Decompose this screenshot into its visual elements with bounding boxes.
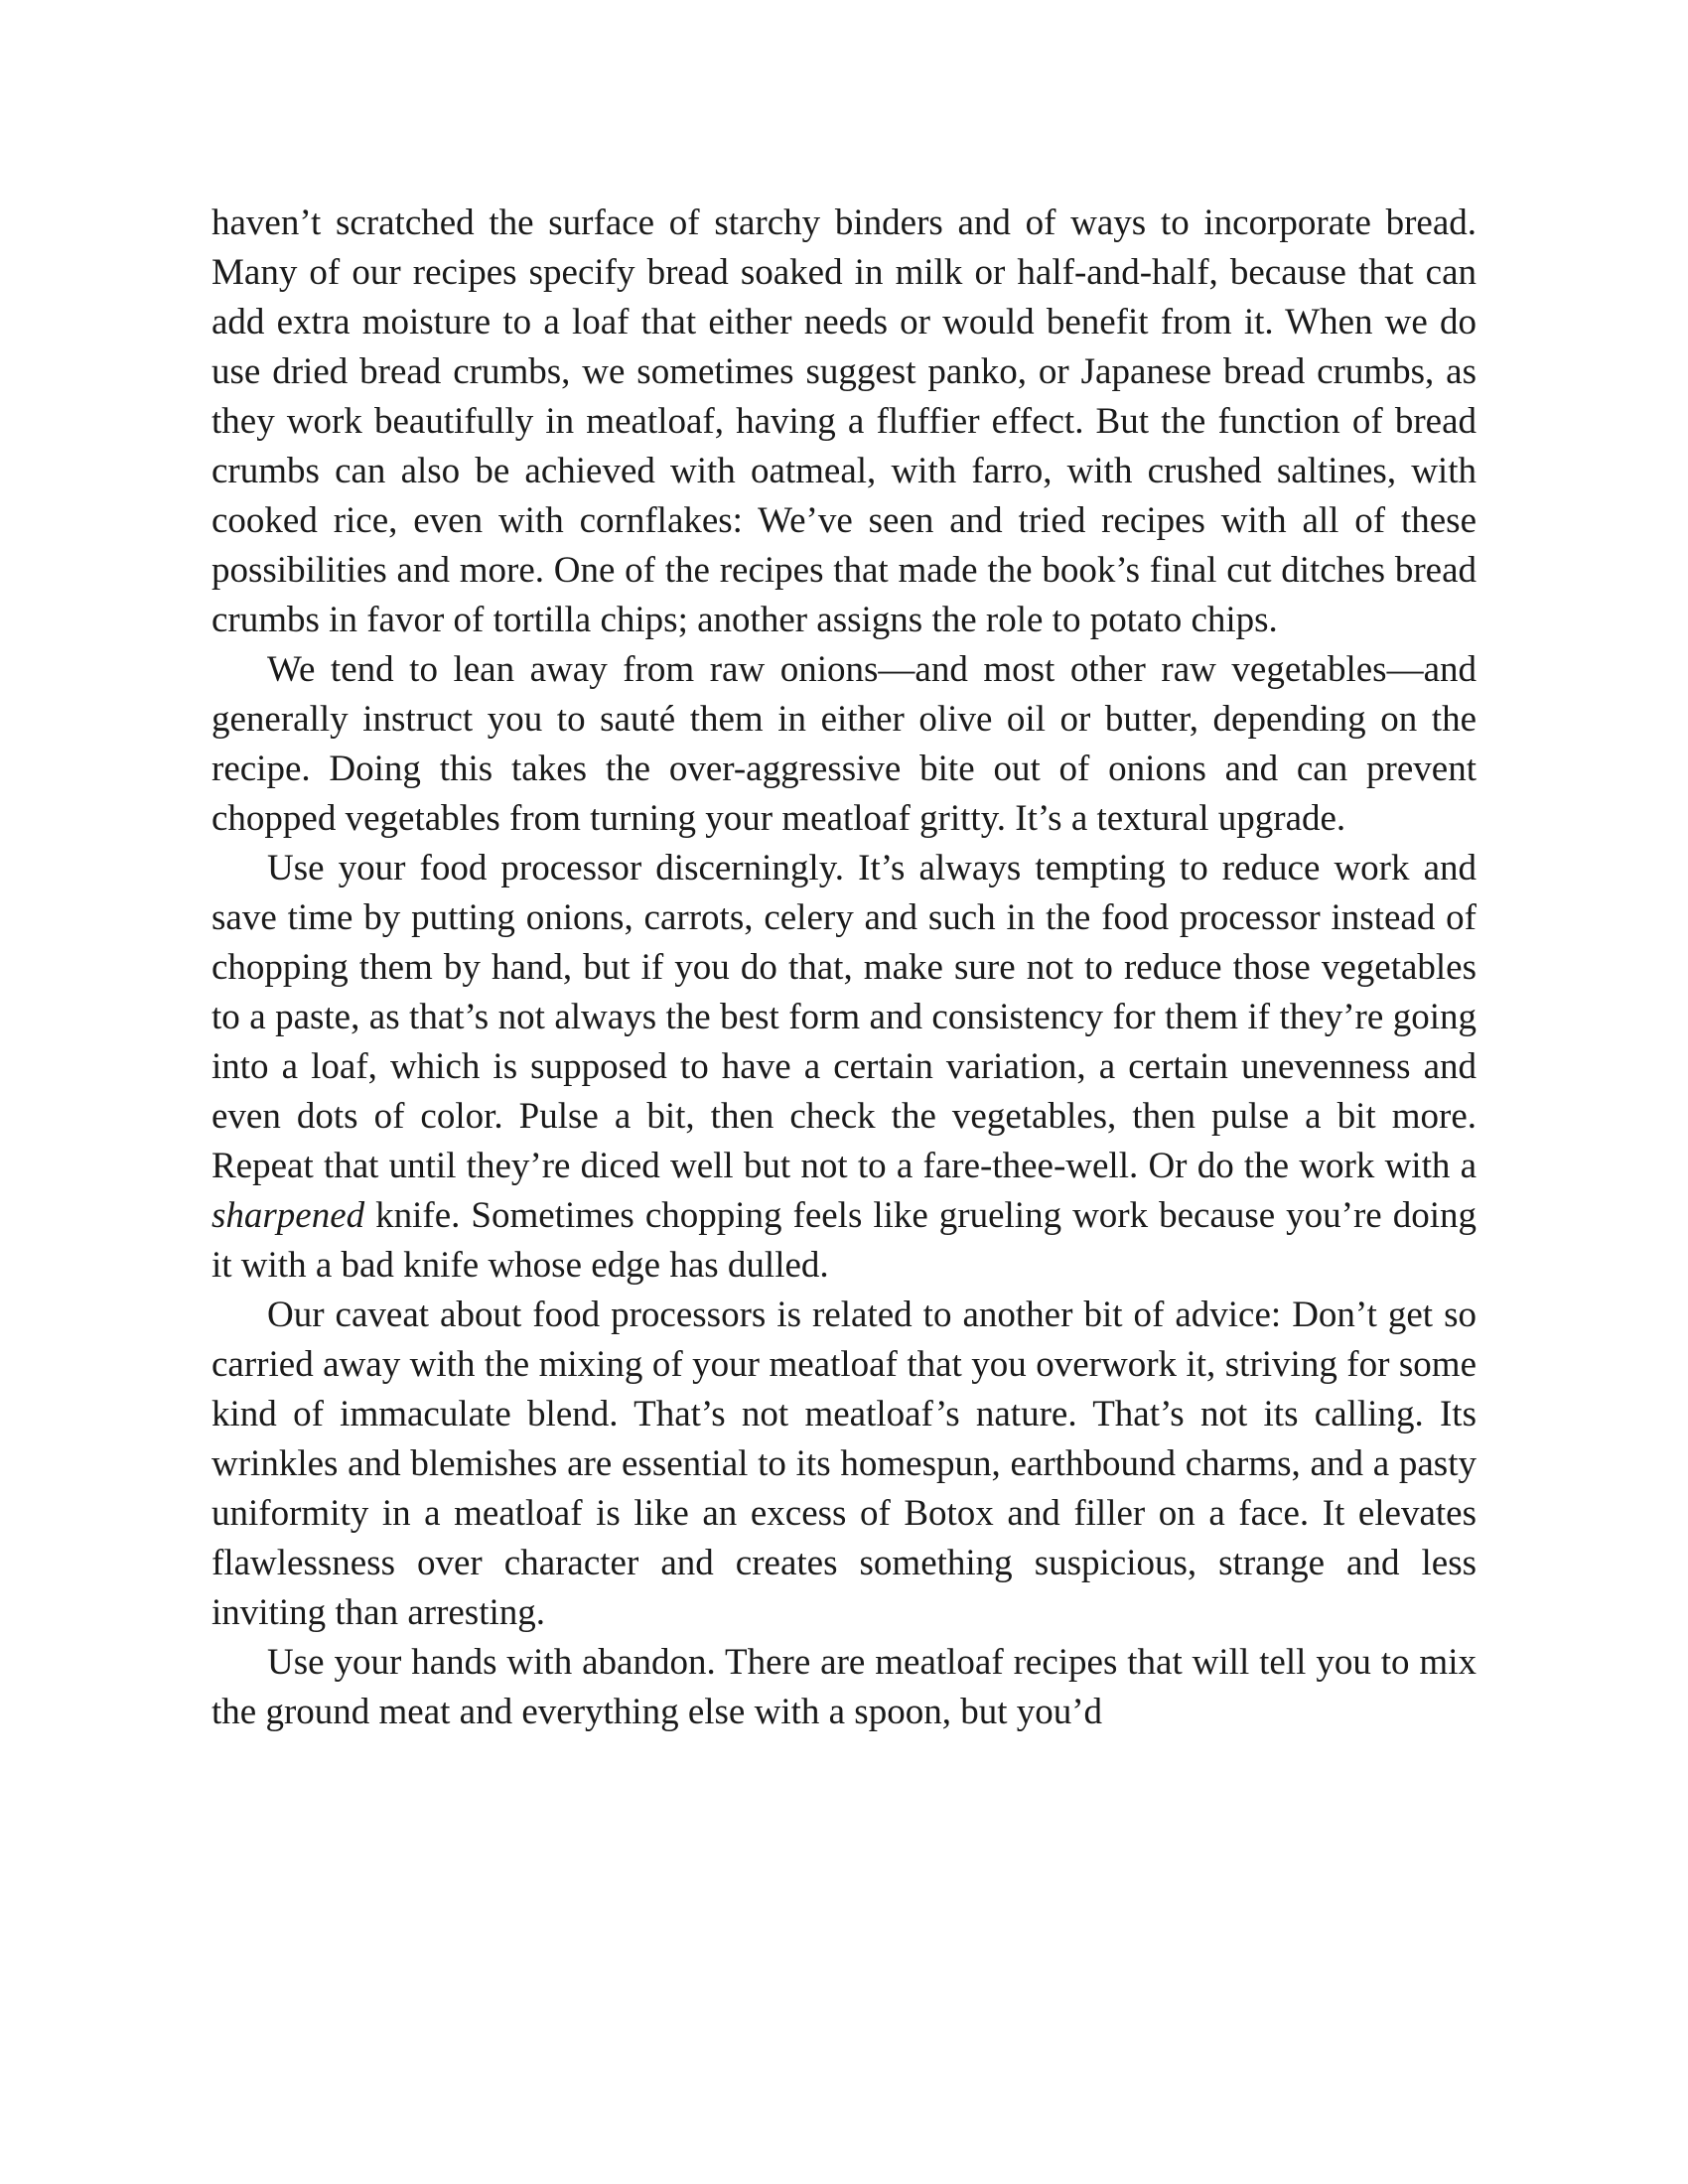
- page-body: [211, 199, 1477, 1737]
- paragraph-food-processor: [211, 844, 1477, 1291]
- paragraph-onions: We tend to lean away from raw onions—and most other raw vegetables—and generally instruct you to sauté them in either olive oil or butter, depending on the recipe. Doing this takes the over-aggressive bite out of onions and can prevent chopped vegetables from turning your meatloaf gritty. It’s a textural upgrade.: [211, 649, 1477, 839]
- paragraph-food-processor-part-2: knife. Sometimes chopping feels like grueling work because you’re doing it with a bad knife whose edge has dulled.: [211, 1195, 1477, 1286]
- paragraph-food-processor-part-1: Use your food processor discerningly. It’s always tempting to reduce work and save time by putting onions, carrots, celery and such in the food processor instead of chopping them by hand, but if you do that, make sure not to reduce those vegetables to a paste, as that’s not always the best form and consistency for them if they’re going into a loaf, which is supposed to have a certain variation, a certain unevenness and even dots of color. Pulse a bit, then check the vegetables, then pulse a bit more. Repeat that until they’re diced well but not to a fare-thee-well. Or do the work with a: [211, 848, 1477, 1186]
- paragraph-binders: haven’t scratched the surface of starchy binders and of ways to incorporate bread. Many of our recipes specify bread soaked in milk or half-and-half, because that can add extra moisture to a loaf that either needs or would benefit from it. When we do use dried bread crumbs, we sometimes suggest panko, or Japanese bread crumbs, as they work beautifully in meatloaf, having a fluffier effect. But the function of bread crumbs can also be achieved with oatmeal, with farro, with crushed saltines, with cooked rice, even with cornflakes: We’ve seen and tried recipes with all of these possibilities and more. One of the recipes that made the book’s final cut ditches bread crumbs in favor of tortilla chips; another assigns the role to potato chips.: [211, 203, 1477, 640]
- paragraph-hands: Use your hands with abandon. There are meatloaf recipes that will tell you to mix the ground meat and everything else with a spoon, but you’d: [211, 1642, 1477, 1732]
- emphasis-sharpened: sharpened: [211, 1195, 365, 1236]
- paragraph-overworking: Our caveat about food processors is related to another bit of advice: Don’t get so carried away with the mixing of your meatloaf that you overwork it, striving for some kind of immaculate blend. That’s not meatloaf’s nature. That’s not its calling. Its wrinkles and blemishes are essential to its homespun, earthbound charms, and a pasty uniformity in a meatloaf is like an excess of Botox and filler on a face. It elevates flawlessness over character and creates something suspicious, strange and less inviting than arresting.: [211, 1295, 1477, 1633]
